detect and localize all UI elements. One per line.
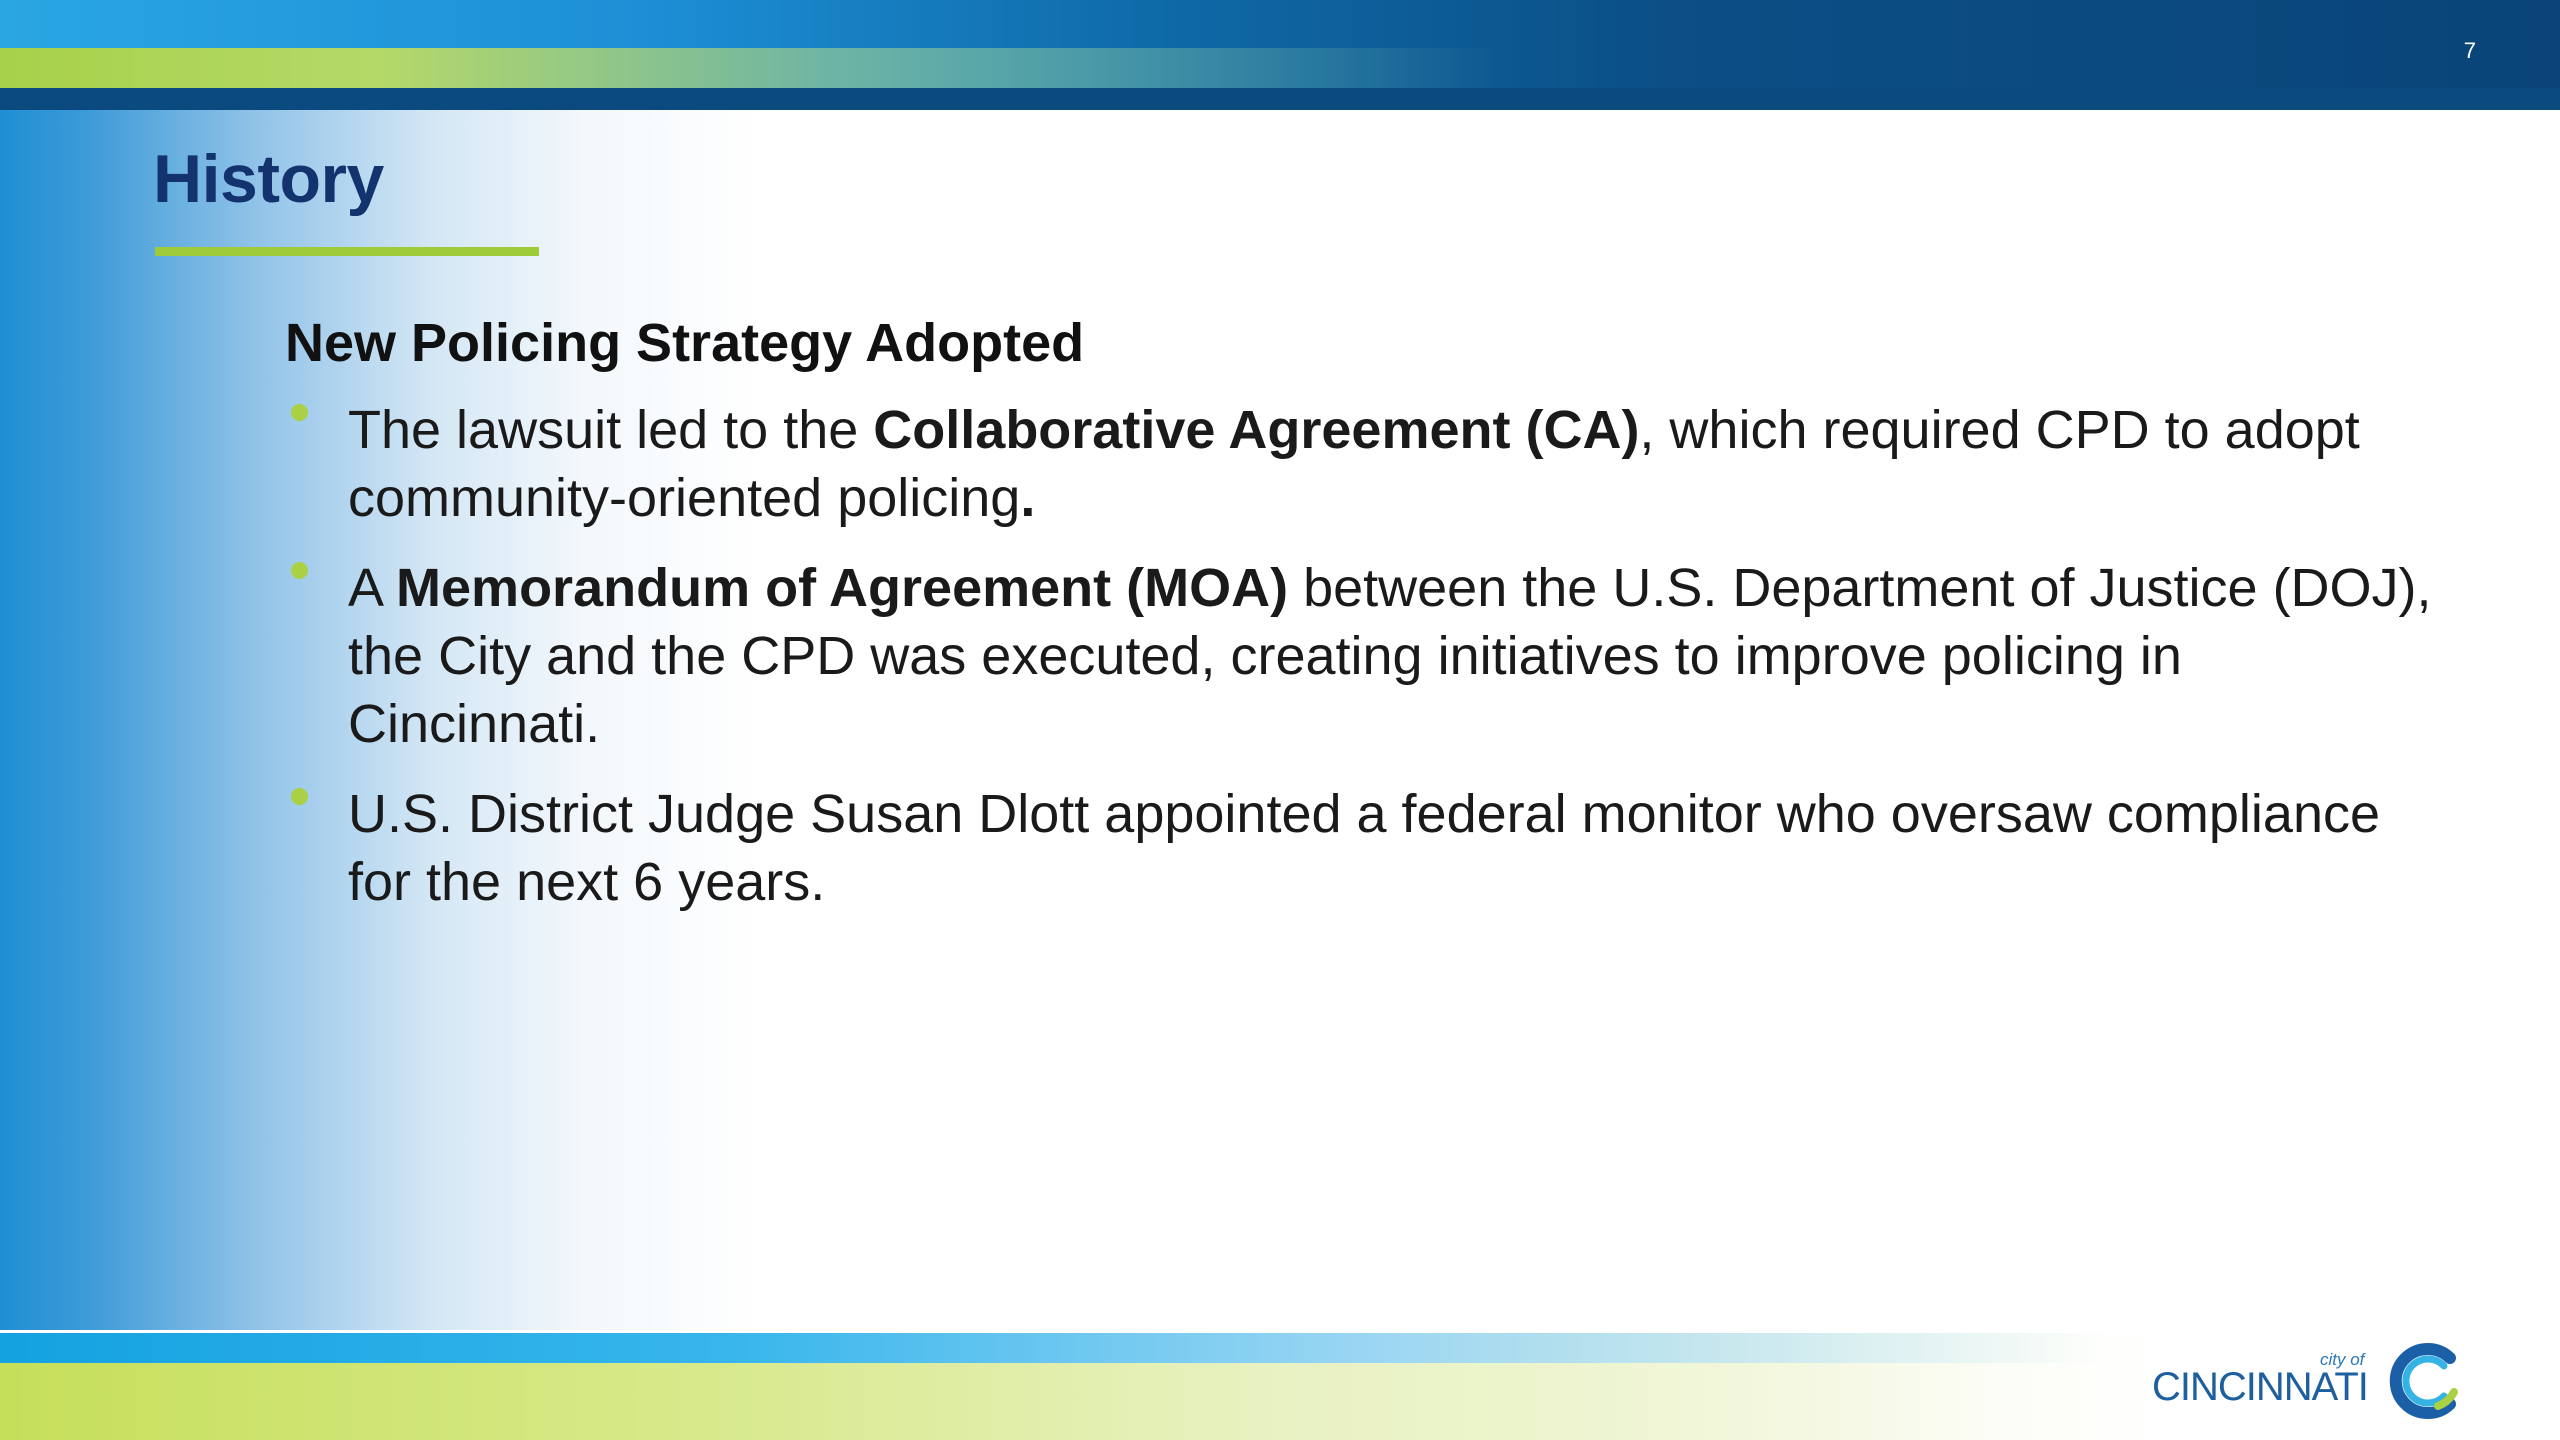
bullet-dot-icon: [291, 788, 308, 805]
title-underline: [155, 247, 539, 256]
bullet-item: [285, 396, 2445, 532]
city-of-cincinnati-logo: [2150, 1330, 2470, 1430]
bullet-item: [285, 554, 2445, 758]
bullet-text: The lawsuit led to the: [348, 400, 874, 460]
logo-city-of-text: city of: [2320, 1350, 2365, 1369]
page-number: 7: [2463, 38, 2476, 63]
slide-content: [285, 312, 2445, 938]
bullet-dot-icon: [291, 404, 308, 421]
bottom-blue-stripe: [0, 1333, 2100, 1363]
bullet-dot-icon: [291, 562, 308, 579]
top-green-stripe: [0, 48, 1500, 88]
top-dark-line: [0, 88, 2560, 110]
bullet-bold-term: Memorandum of Agreement (MOA): [396, 558, 1289, 618]
slide-title: History: [153, 141, 384, 217]
bottom-green-stripe: [0, 1363, 2000, 1440]
bullet-text: A: [348, 558, 397, 618]
bullet-list: [285, 396, 2445, 916]
bullet-text: between the U.S. Department of Justice (DOJ), the City and the CPD was executed, creating initiatives to improve policing in Cincinnati.: [348, 558, 2432, 754]
bullet-bold-period: .: [1020, 468, 1036, 528]
bullet-text: U.S. District Judge Susan Dlott appointed a federal monitor who oversaw compliance for the next 6 years.: [348, 784, 2381, 912]
bullet-text: , which required CPD to adopt community-oriented policing: [348, 400, 2360, 528]
logo-name-text: CINCINNATI: [2152, 1365, 2368, 1409]
cincinnati-c-logo-icon: [2378, 1336, 2468, 1426]
section-subheading: New Policing Strategy Adopted: [285, 313, 1085, 373]
bullet-bold-term: Collaborative Agreement (CA): [873, 400, 1640, 460]
bullet-item: [285, 780, 2445, 916]
